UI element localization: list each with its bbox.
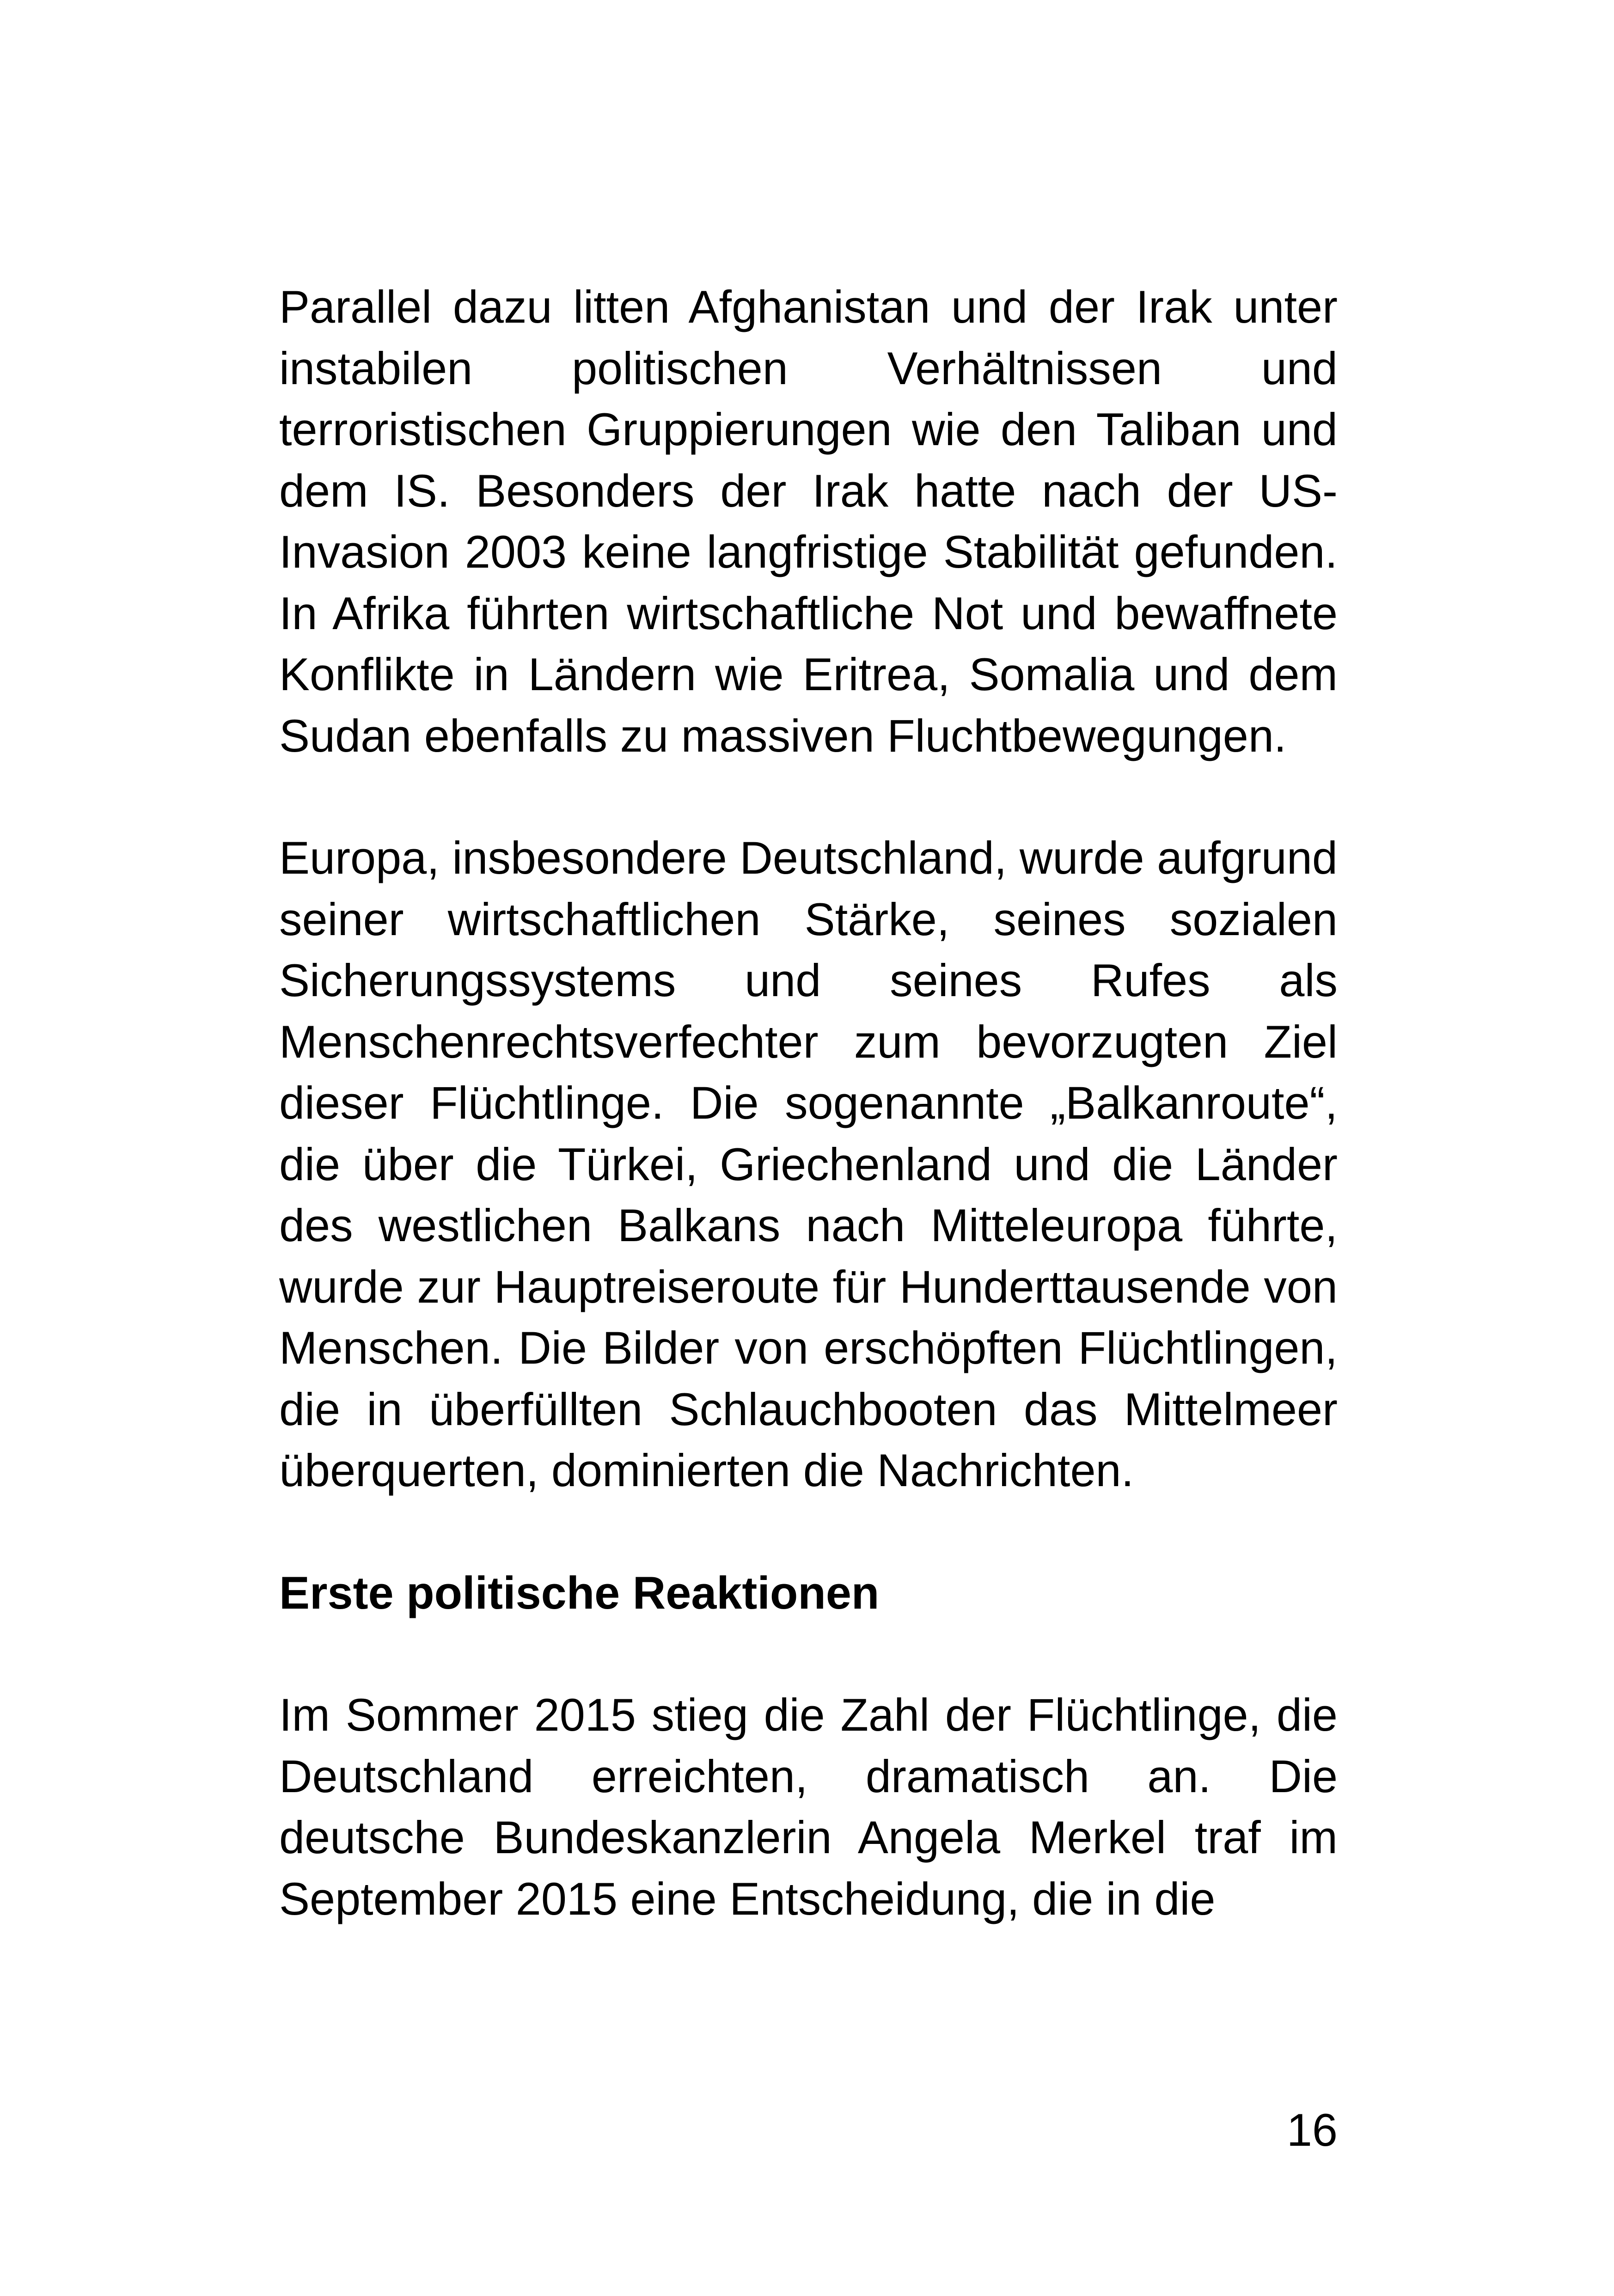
page-number: 16: [1286, 2104, 1338, 2155]
section-heading: Erste politische Reaktionen: [279, 1567, 880, 1618]
paragraph-3: Im Sommer 2015 stieg die Zahl der Flüchtlinge, die Deutschland erreichten, dramatisch an. Die deutsche Bundeskanzlerin Angela Merkel traf im September 2015 eine Entscheidung, die in die: [279, 1689, 1338, 1924]
text-column: [279, 276, 1338, 1929]
paragraph-2: Europa, insbesondere Deutschland, wurde aufgrund seiner wirtschaftlichen Stärke, seines sozialen Sicherungssystems und seines Rufes als Menschenrechtsverfechter zum bevorzugten Ziel dieser Flüchtlinge. Die sogenannte „Balkanroute“, die über die Türkei, Griechenland und die Länder des westlichen Balkans nach Mitteleuropa führte, wurde zur Hauptreiseroute für Hunderttausende von Menschen. Die Bilder von erschöpften Flüchtlingen, die in überfüllten Schlauchbooten das Mittelmeer überquerten, dominierten die Nachrichten.: [279, 832, 1338, 1496]
paragraph-1: Parallel dazu litten Afghanistan und der Irak unter instabilen politischen Verhältnissen und terroristischen Gruppierungen wie den Taliban und dem IS. Besonders der Irak hatte nach der US-Invasion 2003 keine langfristige Stabilität gefunden. In Afrika führten wirtschaftliche Not und bewaffnete Konflikte in Ländern wie Eritrea, Somalia und dem Sudan ebenfalls zu massiven Fluchtbewegungen.: [279, 281, 1338, 761]
